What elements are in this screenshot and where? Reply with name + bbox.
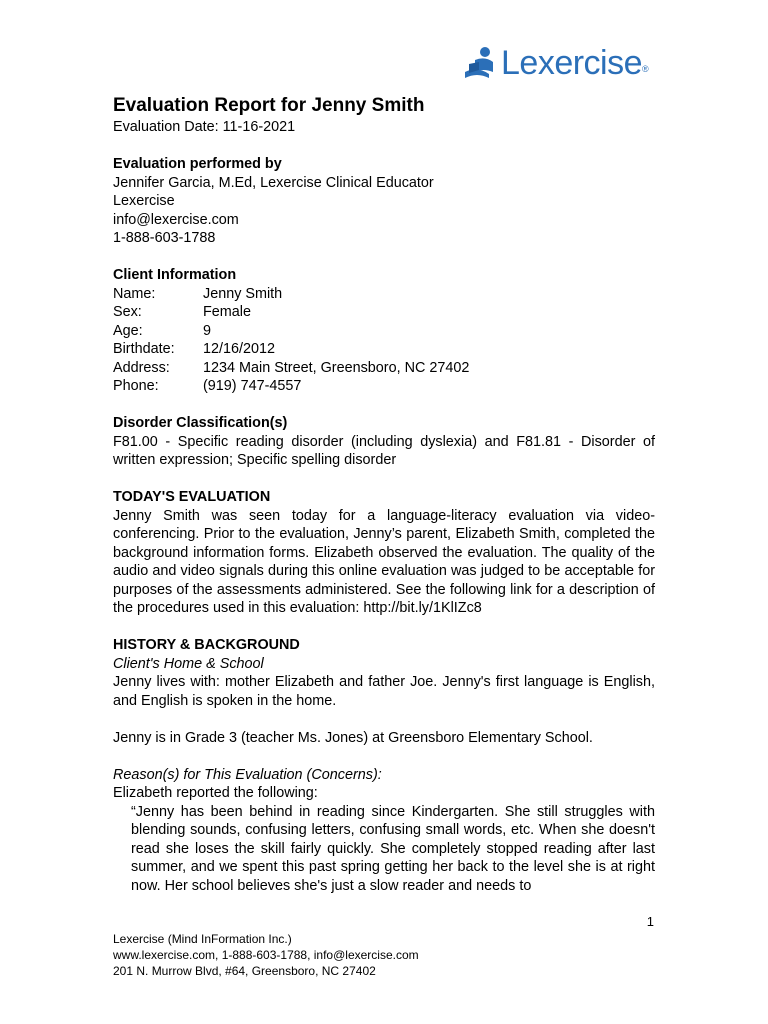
school-paragraph: Jenny is in Grade 3 (teacher Ms. Jones) at Greensboro Elementary School. bbox=[113, 729, 593, 746]
concerns-subheading: Reason(s) for This Evaluation (Concerns): bbox=[113, 766, 382, 783]
footer-address: 201 N. Murrow Blvd, #64, Greensboro, NC 27402 bbox=[113, 964, 376, 978]
performed-by-heading: Evaluation performed by bbox=[113, 156, 282, 172]
client-info-heading: Client Information bbox=[113, 267, 237, 283]
client-row-birthdate: Birthdate: 12/16/2012 bbox=[113, 341, 276, 357]
lexercise-logo bbox=[463, 44, 649, 82]
client-row-sex: Sex: Female bbox=[113, 304, 251, 320]
todays-evaluation-text: Jenny Smith was seen today for a language-literacy evaluation via video-conferencing. Prior to the evaluation, Jenny’s parent, Elizabeth Smith, completed the background information forms. Elizabeth observed the evaluation. The quality of the audio and video signals during this online evaluation was judged to be acceptable for purposes of the assessments administered. See the following link for a description of the procedures used in this evaluation: http://bit.ly/1KlIZc8 bbox=[113, 507, 655, 616]
evaluator-phone: 1-888-603-1788 bbox=[113, 230, 216, 246]
footer-company: Lexercise (Mind InFormation Inc.) bbox=[113, 932, 292, 946]
evaluator-org: Lexercise bbox=[113, 193, 175, 209]
client-row-phone: Phone: (919) 747-4557 bbox=[113, 378, 302, 394]
report-title: Evaluation Report for Jenny Smith bbox=[113, 95, 425, 116]
client-row-name: Name: Jenny Smith bbox=[113, 285, 283, 302]
reader-icon bbox=[463, 46, 499, 80]
disorder-text: F81.00 - Specific reading disorder (including dyslexia) and F81.81 - Disorder of written expression; Specific spelling disorder bbox=[113, 433, 655, 468]
footer-contact: www.lexercise.com, 1-888-603-1788, info@lexercise.com bbox=[113, 948, 419, 962]
concerns-intro: Elizabeth reported the following: bbox=[113, 785, 318, 801]
disorder-heading: Disorder Classification(s) bbox=[113, 415, 288, 431]
todays-evaluation-heading: TODAY'S EVALUATION bbox=[113, 489, 271, 505]
home-school-subheading: Client's Home & School bbox=[113, 655, 264, 672]
home-paragraph: Jenny lives with: mother Elizabeth and father Joe. Jenny's first language is English, and English is spoken in the home. bbox=[113, 674, 655, 709]
evaluator-name: Jennifer Garcia, M.Ed, Lexercise Clinical Educator bbox=[113, 174, 434, 191]
report-body bbox=[113, 94, 655, 895]
client-row-address: Address: 1234 Main Street, Greensboro, NC 27402 bbox=[113, 359, 470, 376]
page-footer bbox=[113, 931, 419, 979]
evaluator-email: info@lexercise.com bbox=[113, 211, 239, 228]
parent-quote: “Jenny has been behind in reading since Kindergarten. She still struggles with blending sounds, confusing letters, confusing small words, etc. When she doesn't read she loses the skill fairly quickly. She completely stopped reading after last summer, and we spent this past spring getting her back to the level she is at right now. Her school believes she's just a slow reader and needs to bbox=[131, 803, 655, 894]
page-number: 1 bbox=[646, 914, 654, 929]
logo-wordmark: Lexercise bbox=[501, 44, 643, 82]
evaluation-date: Evaluation Date: 11-16-2021 bbox=[113, 119, 296, 135]
history-heading: HISTORY & BACKGROUND bbox=[113, 637, 300, 653]
client-row-age: Age: 9 bbox=[113, 322, 212, 339]
registered-mark: ® bbox=[642, 64, 649, 74]
